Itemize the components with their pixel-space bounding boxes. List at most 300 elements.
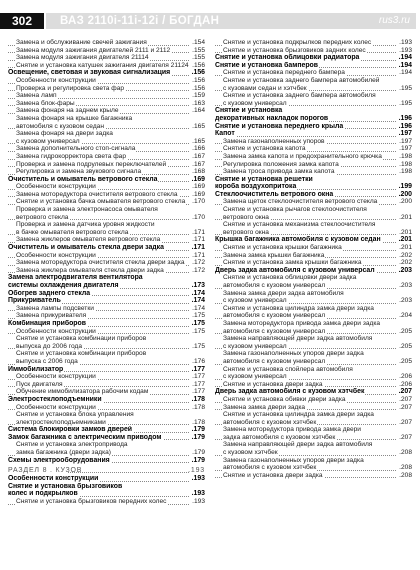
toc-entry[interactable]	[8, 138, 205, 146]
page-ref: .200	[399, 198, 412, 206]
toc-entry[interactable]	[8, 206, 205, 214]
toc-entry[interactable]	[8, 229, 205, 237]
entry-title: Снятие и установка электропривода	[16, 441, 128, 449]
toc-entry[interactable]	[8, 168, 205, 176]
toc-entry[interactable]	[215, 153, 412, 161]
page-ref: .170	[192, 213, 205, 221]
page-ref: .176	[192, 357, 205, 365]
page-ref: .156	[192, 61, 205, 69]
toc-entry[interactable]	[215, 77, 412, 85]
toc-entry[interactable]	[215, 214, 412, 222]
entry-title: Замена фонаря на двери задка	[16, 130, 113, 138]
page-ref: .202	[399, 259, 412, 267]
toc-entry[interactable]	[8, 145, 205, 153]
page-ref: .197	[398, 130, 412, 138]
entry-title: Замена лампы подсветки	[16, 304, 94, 312]
page-ref: .164	[192, 107, 205, 115]
entry-title: автомобиля с кузовом универсал	[223, 282, 326, 289]
entry-title: Замена жиклеров омывателя ветрового стекла	[16, 236, 161, 244]
toc-entry[interactable]	[215, 244, 412, 252]
toc-entry[interactable]	[8, 498, 205, 506]
toc-entry[interactable]	[8, 100, 205, 108]
toc-entry[interactable]	[8, 449, 205, 457]
toc-entry[interactable]	[215, 320, 412, 328]
page-ref: .198	[399, 168, 412, 176]
toc-entry[interactable]	[215, 252, 412, 260]
entry-title: Электростеклоподъемники	[8, 395, 102, 403]
entry-title: короба воздухопритока	[215, 183, 297, 191]
entry-title: колес и подкрылков	[8, 490, 78, 498]
entry-title: Замена замка двери задка автомобиля	[223, 289, 344, 297]
entry-title: с кузовом универсал	[223, 297, 287, 305]
toc-entry[interactable]	[8, 39, 205, 47]
toc-entry[interactable]	[215, 426, 412, 434]
entry-title: Замена газонаполненных упоров	[223, 137, 325, 145]
page-ref: .166	[192, 145, 205, 153]
entry-title: Крышка багажника автомобиля с кузовом седан	[215, 236, 381, 244]
page-ref: .193	[188, 467, 205, 475]
section-title: РАЗДЕЛ 8 . КУЗОВ	[8, 467, 83, 475]
toc-heading-entry[interactable]	[8, 297, 205, 305]
entry-title: Замена прикуривателя	[16, 312, 87, 320]
toc-left-column	[8, 39, 205, 506]
page-ref: .198	[399, 160, 412, 168]
page-ref: .169	[192, 183, 205, 191]
entry-title: Замена жиклера омывателя стекла двери задка	[16, 266, 164, 274]
toc-entry[interactable]	[8, 419, 205, 427]
toc-entry[interactable]	[215, 419, 412, 427]
toc-entry[interactable]	[8, 236, 205, 244]
toc-entry[interactable]	[215, 100, 412, 108]
toc-heading-entry[interactable]	[215, 115, 412, 123]
toc-entry[interactable]	[8, 259, 205, 267]
page-ref: .155	[192, 46, 205, 54]
toc-entry[interactable]	[8, 404, 205, 412]
entry-title: ветрового стекла	[16, 213, 69, 221]
entry-title: Особенности конструкции	[16, 183, 96, 191]
toc-entry[interactable]	[215, 472, 412, 480]
entry-title: Снятие и установка заднего бампера автомобиля	[223, 92, 376, 100]
page-ref: .177	[192, 388, 205, 396]
entry-title: Замена модуля зажигания двигателей 2111 и 2112	[16, 46, 171, 54]
page-ref: .177	[192, 380, 205, 388]
entry-title: Особенности конструкции	[16, 251, 96, 259]
entry-title: Схемы электрооборудования	[8, 456, 110, 464]
page-ref: .193	[399, 39, 412, 46]
entry-title: Замена модуля зажигания двигателя 21114	[16, 54, 149, 62]
toc-entry[interactable]	[215, 47, 412, 55]
toc-entry[interactable]	[8, 85, 205, 93]
page-ref: .174	[192, 304, 205, 312]
entry-title: Снятие и установка цилиндра замка двери задка	[223, 304, 374, 312]
entry-title: Замена ламп	[16, 92, 57, 100]
entry-title: Замена дополнительного стоп-сигнала	[16, 145, 136, 153]
toc-entry[interactable]	[215, 85, 412, 93]
toc-heading-entry[interactable]	[8, 457, 205, 465]
entry-title: Проверка и замена электронасоса омывателя	[16, 206, 158, 214]
page-ref: .169	[192, 190, 205, 198]
toc-entry[interactable]	[8, 198, 205, 206]
page-ref: .172	[192, 259, 205, 267]
entry-title: Замена моторедуктора привода замка двери	[223, 426, 361, 434]
book-title: ВАЗ 2110i-11i-12i / БОГДАН	[60, 15, 220, 27]
toc-entry[interactable]	[8, 381, 205, 389]
toc-entry[interactable]	[8, 350, 205, 358]
toc-heading-entry[interactable]	[215, 123, 412, 131]
entry-title: Снятие и установка цилиндра замка двери задка	[223, 411, 374, 419]
entry-title: электростеклоподъемниками	[16, 418, 106, 426]
toc-entry[interactable]	[8, 115, 205, 123]
entry-title: Капот	[215, 130, 235, 138]
toc-entry[interactable]	[215, 206, 412, 214]
entry-title: Освещение, световая и звуковая сигнализация	[8, 69, 171, 77]
entry-title: с кузовами седан и хэтчбек	[223, 84, 307, 92]
toc-heading-entry[interactable]	[8, 244, 205, 252]
toc-entry[interactable]	[215, 274, 412, 282]
toc-heading-entry[interactable]	[215, 236, 412, 244]
toc-entry[interactable]	[215, 198, 412, 206]
toc-heading-entry[interactable]	[8, 274, 205, 282]
toc-entry[interactable]	[8, 267, 205, 275]
entry-title: Снятие и установка рычагов стеклоочистителя	[223, 206, 367, 214]
entry-title: Снятие и установка решетки	[215, 175, 313, 183]
page-ref: .171	[191, 244, 205, 252]
toc-entry[interactable]	[8, 107, 205, 115]
toc-entry[interactable]	[8, 221, 205, 229]
entry-title: Замена троса привода замка капота	[223, 168, 335, 176]
toc-entry[interactable]	[215, 290, 412, 298]
toc-entry[interactable]	[8, 153, 205, 161]
toc-heading-entry[interactable]	[215, 54, 412, 62]
toc-entry[interactable]	[215, 138, 412, 146]
toc-heading-entry[interactable]	[215, 176, 412, 184]
toc-heading-entry[interactable]	[215, 388, 412, 396]
entry-title: Стеклоочиститель ветрового окна	[215, 190, 334, 198]
entry-title: Пуск двигателя	[16, 380, 63, 388]
page-ref: .168	[192, 168, 205, 176]
page-ref: .205	[399, 342, 412, 350]
toc-entry[interactable]	[215, 92, 412, 100]
page-ref: .207	[399, 433, 412, 441]
page-ref: .205	[399, 327, 412, 335]
entry-title: Прикуриватель	[8, 297, 61, 305]
toc-entry[interactable]	[8, 54, 205, 62]
toc-entry[interactable]	[8, 373, 205, 381]
page-ref: .174	[191, 297, 205, 305]
page-ref: .169	[191, 175, 205, 183]
entry-title: автомобиля с кузовом хэтчбек	[223, 418, 317, 426]
toc-entry[interactable]	[215, 305, 412, 313]
entry-title: Снятие и установка облицовки радиатора	[215, 54, 360, 62]
toc-entry[interactable]	[215, 168, 412, 176]
toc-entry[interactable]	[8, 92, 205, 100]
entry-title: Снятие и установка бачка омывателя ветрового стекла	[16, 198, 186, 206]
entry-title: Замена газонаполненных упоров двери задка	[223, 350, 364, 358]
toc-heading-entry[interactable]	[8, 434, 205, 442]
entry-title: с кузовом хэтчбек	[223, 449, 278, 457]
toc-entry[interactable]	[8, 252, 205, 260]
page-ref: .172	[192, 266, 205, 274]
page-ref: .201	[399, 213, 412, 221]
entry-title: Снятие и установка механизма стеклоочистителя	[223, 221, 376, 229]
page-ref: .155	[192, 54, 205, 62]
entry-title: Замена замка капота и предохранительного крючка	[223, 152, 382, 160]
toc-entry[interactable]	[215, 328, 412, 336]
toc-entry[interactable]	[215, 39, 412, 47]
toc-entry[interactable]	[8, 343, 205, 351]
page-ref: .175	[192, 312, 205, 320]
page-ref: .167	[192, 160, 205, 168]
toc-heading-entry[interactable]	[8, 490, 205, 498]
toc-heading-entry[interactable]	[8, 176, 205, 184]
toc-heading-entry[interactable]	[8, 282, 205, 290]
entry-title: Снятие и установка двери задка	[223, 471, 323, 479]
entry-title: Обучение иммобилизатора рабочим кодам	[16, 388, 149, 396]
entry-title: с кузовом универсал	[223, 342, 287, 350]
entry-title: Замена газонаполненных упоров двери задка	[223, 456, 364, 464]
toc-entry[interactable]	[8, 47, 205, 55]
page-ref: .178	[192, 418, 205, 426]
page-ref: .165	[192, 137, 205, 145]
toc-entry[interactable]	[8, 441, 205, 449]
entry-title: Замок багажника с электрическим приводом	[8, 433, 162, 441]
entry-title: Регулировка положения замка капота	[223, 160, 339, 168]
toc-entry[interactable]	[8, 312, 205, 320]
toc-heading-entry[interactable]	[8, 69, 205, 77]
page-ref: .179	[192, 449, 205, 457]
page-ref: .193	[399, 46, 412, 54]
page-ref: .201	[398, 236, 412, 244]
toc-heading-entry[interactable]	[215, 267, 412, 275]
toc-entry[interactable]	[215, 404, 412, 412]
entry-title: Замена фонаря на крышке багажника	[16, 114, 133, 122]
entry-title: автомобиля с кузовом универсал	[223, 327, 326, 335]
toc-heading-entry[interactable]	[215, 107, 412, 115]
page-ref: .203	[399, 297, 412, 305]
entry-title: Проверка и замена подрулевых переключателей	[16, 160, 167, 168]
toc-entry[interactable]	[8, 77, 205, 85]
entry-title: Очиститель и омыватель стекла двери задка	[8, 244, 164, 252]
toc-entry[interactable]	[8, 183, 205, 191]
toc-entry[interactable]	[215, 259, 412, 267]
page-ref: .165	[192, 122, 205, 130]
toc-heading-entry[interactable]	[215, 183, 412, 191]
page-ref: .156	[192, 84, 205, 92]
toc-entry[interactable]	[215, 69, 412, 77]
page-ref: .177	[192, 373, 205, 381]
page-ref: .175	[192, 327, 205, 335]
page-ref: .198	[399, 152, 412, 160]
entry-title: Дверь задка автомобиля с кузовом универсал	[215, 266, 375, 274]
toc-entry[interactable]	[8, 130, 205, 138]
toc-entry[interactable]	[215, 297, 412, 305]
entry-title: Особенности конструкции	[16, 327, 96, 335]
toc-entry[interactable]	[8, 335, 205, 343]
page-ref: .207	[399, 418, 412, 426]
toc-entry[interactable]	[215, 282, 412, 290]
page-ref: .175	[191, 319, 205, 327]
page-ref: .170	[192, 198, 205, 206]
toc-heading-entry[interactable]	[8, 426, 205, 434]
page-ref: .156	[192, 76, 205, 84]
toc-entry[interactable]	[215, 145, 412, 153]
entry-title: Особенности конструкции	[16, 403, 96, 411]
page-ref: .197	[399, 145, 412, 153]
entry-title: Замена щеток стеклоочистителя ветрового стекла	[223, 198, 378, 206]
entry-title: Снятие и установка комбинации приборов	[16, 350, 147, 358]
toc-entry[interactable]	[215, 221, 412, 229]
page-ref: .178	[191, 395, 205, 403]
page-ref: .200	[398, 190, 412, 198]
entry-title: Особенности конструкции	[16, 373, 96, 381]
entry-title: Замена направляющей двери задка автомобиля	[223, 441, 373, 449]
toc-entry[interactable]	[215, 350, 412, 358]
page-ref: .206	[399, 373, 412, 381]
entry-title: Снятие и установка блока управления	[16, 411, 134, 419]
page-ref: .179	[191, 433, 205, 441]
entry-title: Снятие и установка капота	[223, 145, 306, 153]
page-ref: .194	[398, 61, 412, 69]
page-ref: .203	[398, 266, 412, 274]
toc-entry[interactable]	[215, 366, 412, 374]
toc-entry[interactable]	[215, 457, 412, 465]
toc-entry[interactable]	[215, 396, 412, 404]
entry-title: задка автомобиля с кузовом хэтчбек	[223, 433, 336, 441]
toc-entry[interactable]	[8, 161, 205, 169]
page-ref: .179	[191, 426, 205, 434]
entry-title: Снятие и установка переднего крыла	[215, 122, 344, 130]
toc-entry[interactable]	[215, 161, 412, 169]
entry-title: Замена направляющей двери задка автомобиля	[223, 335, 373, 343]
page-ref: .193	[191, 475, 205, 483]
toc-entry[interactable]	[215, 411, 412, 419]
page-ref: .207	[398, 388, 412, 396]
toc-entry[interactable]	[8, 388, 205, 396]
toc-entry[interactable]	[215, 373, 412, 381]
page-ref: .177	[191, 365, 205, 373]
toc-entry[interactable]	[215, 358, 412, 366]
toc-heading-entry[interactable]	[8, 483, 205, 491]
toc-entry[interactable]	[8, 305, 205, 313]
toc-entry[interactable]	[215, 464, 412, 472]
page-number: 302	[0, 13, 44, 29]
entry-title: ветрового окна	[223, 228, 269, 236]
toc-section-heading	[8, 466, 205, 475]
entry-title: Особенности конструкции	[16, 76, 96, 84]
entry-title: Дверь задка автомобиля с кузовом хэтчбек	[215, 388, 365, 396]
page-ref: .195	[399, 84, 412, 92]
toc-entry[interactable]	[8, 191, 205, 199]
entry-title: автомобиля с кузовом седан	[16, 122, 104, 130]
page-ref: .202	[399, 251, 412, 259]
page-ref: .171	[192, 236, 205, 244]
entry-title: автомобиля с кузовом хэтчбек	[223, 464, 317, 472]
page-ref: .173	[191, 282, 205, 289]
toc-entry[interactable]	[8, 358, 205, 366]
page-ref: .207	[399, 395, 412, 403]
toc-heading-entry[interactable]	[8, 475, 205, 483]
toc-right-column	[215, 39, 412, 479]
entry-title: Снятие и установка бамперов	[215, 61, 319, 69]
entry-title: Замена моторедуктора очистителя стекла двери задка	[16, 259, 185, 267]
page-ref: .174	[191, 289, 205, 297]
toc-entry[interactable]	[8, 214, 205, 222]
toc-heading-entry[interactable]	[215, 191, 412, 199]
entry-title: Замена гидрокорректора света фар	[16, 152, 127, 160]
page-ref: .199	[398, 183, 412, 191]
page-ref: .201	[399, 244, 412, 252]
entry-title: Обогрев заднего стекла	[8, 289, 91, 297]
page-ref: .178	[192, 403, 205, 411]
entry-title: Система блокировки замков дверей	[8, 426, 133, 434]
entry-title: Замена блок-фары	[16, 99, 75, 107]
page-ref: .194	[398, 54, 412, 62]
entry-title: Снятие и установка переднего бампера	[223, 69, 345, 77]
toc-heading-entry[interactable]	[8, 320, 205, 328]
entry-title: Проверка и регулировка света фар	[16, 84, 125, 92]
page-ref: .154	[192, 39, 205, 46]
toc-heading-entry[interactable]	[215, 62, 412, 70]
entry-title: системы охлаждения двигателя	[8, 282, 119, 289]
toc-entry[interactable]	[215, 335, 412, 343]
entry-title: Замена фонаря на заднем крыле	[16, 107, 119, 115]
entry-title: с кузовом универсал	[16, 137, 80, 145]
entry-title: Снятие и установка крышки багажника	[223, 244, 342, 252]
toc-heading-entry[interactable]	[8, 396, 205, 404]
entry-title: Иммобилизатор	[8, 365, 64, 373]
entry-title: Снятие и установка	[215, 107, 283, 115]
toc-entry[interactable]	[215, 343, 412, 351]
page-header	[0, 0, 420, 37]
toc-entry[interactable]	[215, 312, 412, 320]
entry-title: Снятие и установка брызговиков	[8, 482, 123, 490]
toc-entry[interactable]	[215, 434, 412, 442]
entry-title: Особенности конструкции	[8, 475, 99, 483]
page-ref: .175	[192, 342, 205, 350]
entry-title: Замена электродвигателя вентилятора	[8, 274, 143, 282]
page-ref: .201	[399, 228, 412, 236]
entry-title: Регулировка и замена звукового сигнала	[16, 168, 142, 176]
toc-entry[interactable]	[8, 328, 205, 336]
entry-title: Замена замка крышки багажника	[223, 251, 325, 259]
toc-entry[interactable]	[215, 441, 412, 449]
entry-title: в бачке омывателя ветрового стекла	[16, 228, 129, 236]
toc-heading-entry[interactable]	[215, 130, 412, 138]
toc-entry[interactable]	[215, 229, 412, 237]
toc-heading-entry[interactable]	[8, 290, 205, 298]
entry-title: Снятие и установка заднего бампера автомобилей	[223, 76, 380, 84]
page-ref: .205	[399, 357, 412, 365]
entry-title: Замена моторедуктора очистителя ветрового стекла	[16, 190, 178, 198]
entry-title: Комбинация приборов	[8, 319, 86, 327]
page-ref: .194	[399, 69, 412, 77]
entry-title: автомобиля с кузовом универсал	[223, 312, 326, 320]
toc-entry[interactable]	[215, 381, 412, 389]
page-ref: .204	[399, 312, 412, 320]
toc-heading-entry[interactable]	[8, 366, 205, 374]
page-ref: .208	[399, 471, 412, 479]
page-ref: .159	[192, 92, 205, 100]
page-ref: .195	[399, 99, 412, 107]
toc-entry[interactable]	[8, 62, 205, 70]
entry-title: с кузовом универсал	[223, 99, 287, 107]
page-ref: .193	[192, 498, 205, 506]
toc-entry[interactable]	[215, 449, 412, 457]
toc-entry[interactable]	[8, 411, 205, 419]
toc-entry[interactable]	[8, 123, 205, 131]
entry-title: Снятие и установка комбинации приборов	[16, 335, 147, 343]
page-ref: .206	[399, 380, 412, 388]
